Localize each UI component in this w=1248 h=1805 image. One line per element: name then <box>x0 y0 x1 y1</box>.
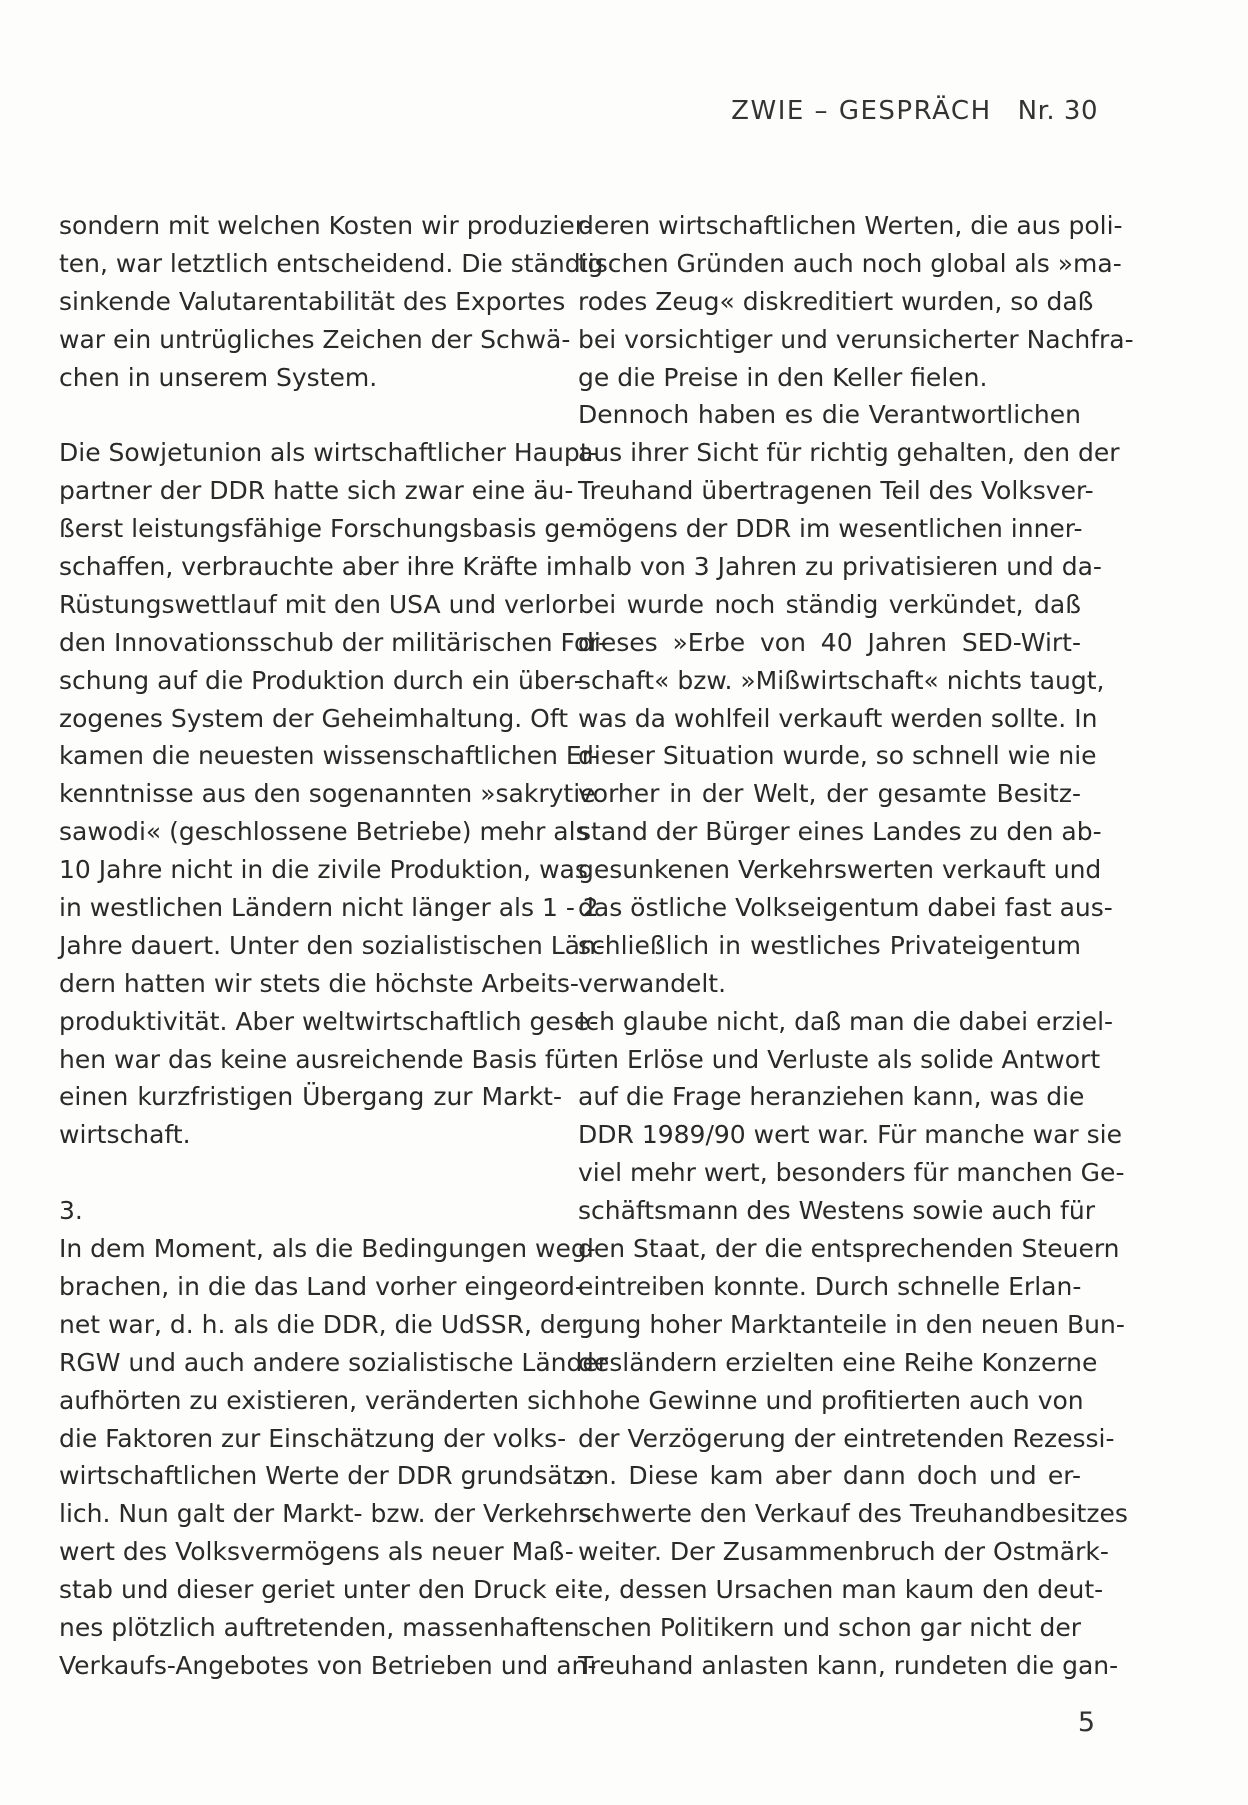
text-line: tischen Gründen auch noch global als »ma- <box>578 248 1122 278</box>
text-line: halb von 3 Jahren zu privatisieren und da- <box>578 552 1102 582</box>
text-line: gung hoher Marktanteile in den neuen Bun- <box>578 1309 1125 1339</box>
text-line: der Verzögerung der eintretenden Rezessi- <box>578 1423 1115 1453</box>
text-line: Die Sowjetunion als wirtschaftlicher Haupt- <box>59 438 599 468</box>
right-text-column <box>578 207 1134 1685</box>
text-line: weiter. Der Zusammenbruch der Ostmärk- <box>578 1537 1109 1567</box>
left-text-column <box>59 207 609 1685</box>
page-number: 5 <box>1077 1707 1095 1738</box>
text-line: wirtschaft. <box>59 1120 191 1150</box>
text-line: on. Diese kam aber dann doch und er- <box>578 1461 1081 1491</box>
text-line: auf die Frage heranziehen kann, was die <box>578 1082 1085 1112</box>
text-line: was da wohlfeil verkauft werden sollte. In <box>578 703 1098 733</box>
text-line: die Faktoren zur Einschätzung der volks- <box>59 1423 567 1453</box>
text-line: das östliche Volkseigentum dabei fast aus- <box>578 893 1113 923</box>
text-line: bei vorsichtiger und verunsicherter Nachfra- <box>578 324 1134 354</box>
text-line: 3. <box>59 1196 83 1226</box>
text-line: schwerte den Verkauf des Treuhandbesitzes <box>578 1499 1128 1529</box>
header-title: ZWIE – GESPRÄCH <box>731 96 992 126</box>
text-line: Rüstungswettlauf mit den USA und verlor <box>59 589 578 619</box>
text-line: gesunkenen Verkehrswerten verkauft und <box>578 855 1102 885</box>
text-line: wert des Volksvermögens als neuer Maß- <box>59 1537 574 1567</box>
text-line: bei wurde noch ständig verkündet, daß <box>578 589 1081 619</box>
text-line: ten, war letztlich entscheidend. Die ständig <box>59 248 604 278</box>
text-line: nes plötzlich auftretenden, massenhaften <box>59 1612 580 1642</box>
text-line: schung auf die Produktion durch ein über- <box>59 665 583 695</box>
text-line: schaffen, verbrauchte aber ihre Kräfte im <box>59 552 578 582</box>
text-line: net war, d. h. als die DDR, die UdSSR, der <box>59 1309 582 1339</box>
text-line: ge die Preise in den Keller fielen. <box>578 362 988 392</box>
text-line: dieses »Erbe von 40 Jahren SED-Wirt- <box>578 627 1081 657</box>
text-line: ßerst leistungsfähige Forschungsbasis ge- <box>59 514 585 544</box>
text-line: aus ihrer Sicht für richtig gehalten, den der <box>578 438 1120 468</box>
text-line: Verkaufs-Angebotes von Betrieben und an- <box>59 1650 597 1680</box>
text-line: zogenes System der Geheimhaltung. Oft <box>59 703 568 733</box>
text-line: schaft« bzw. »Mißwirtschaft« nichts taugt, <box>578 665 1105 695</box>
text-line: sondern mit welchen Kosten wir produzier- <box>59 211 593 240</box>
text-line: 10 Jahre nicht in die zivile Produktion, was <box>59 855 588 885</box>
text-line: mögens der DDR im wesentlichen inner- <box>578 514 1083 544</box>
text-line: lich. Nun galt der Markt- bzw. der Verkehrs- <box>59 1499 601 1529</box>
text-line: in westlichen Ländern nicht länger als 1 - 2 <box>59 893 599 923</box>
text-line: vorher in der Welt, der gesamte Besitz- <box>578 779 1081 809</box>
text-line: deren wirtschaftlichen Werten, die aus poli- <box>578 211 1123 240</box>
text-line: te, dessen Ursachen man kaum den deut- <box>578 1575 1104 1605</box>
text-line: wirtschaftlichen Werte der DDR grundsätz- <box>59 1461 595 1491</box>
text-line: ten Erlöse und Verluste als solide Antwort <box>578 1044 1101 1074</box>
text-line: rodes Zeug« diskreditiert wurden, so daß <box>578 286 1094 316</box>
text-line: brachen, in die das Land vorher eingeord- <box>59 1271 584 1301</box>
paragraph-gap <box>59 1154 562 1192</box>
text-line: dieser Situation wurde, so schnell wie nie <box>578 741 1097 771</box>
text-line: war ein untrügliches Zeichen der Schwä- <box>59 324 571 354</box>
header-issue-number: Nr. 30 <box>1017 96 1098 126</box>
text-line: viel mehr wert, besonders für manchen Ge- <box>578 1158 1125 1188</box>
text-line: RGW und auch andere sozialistische Länder <box>59 1347 609 1377</box>
text-line: den Innovationsschub der militärischen For- <box>59 627 607 657</box>
text-line: dern hatten wir stets die höchste Arbeits- <box>59 968 579 998</box>
text-line: Treuhand übertragenen Teil des Volksver- <box>578 476 1094 506</box>
text-line: In dem Moment, als die Bedingungen weg- <box>59 1234 596 1264</box>
text-line: stand der Bürger eines Landes zu den ab- <box>578 817 1102 847</box>
text-line: schen Politikern und schon gar nicht der <box>578 1612 1081 1642</box>
text-line: Treuhand anlasten kann, rundeten die gan- <box>578 1650 1119 1680</box>
running-header <box>731 96 1098 126</box>
paragraph-gap <box>59 396 562 434</box>
text-line: kenntnisse aus den sogenannten »sakrytie <box>59 779 596 809</box>
text-line: DDR 1989/90 wert war. Für manche war sie <box>578 1120 1122 1150</box>
text-line: sawodi« (geschlossene Betriebe) mehr als <box>59 817 589 847</box>
text-line: Ich glaube nicht, daß man die dabei erziel- <box>578 1006 1114 1036</box>
text-line: einen kurzfristigen Übergang zur Markt- <box>59 1082 562 1112</box>
text-line: partner der DDR hatte sich zwar eine äu- <box>59 476 574 506</box>
text-line: aufhörten zu existieren, veränderten sich <box>59 1385 577 1415</box>
text-line: hen war das keine ausreichende Basis für <box>59 1044 580 1074</box>
text-line: produktivität. Aber weltwirtschaftlich gese- <box>59 1006 599 1036</box>
text-line: desländern erzielten eine Reihe Konzerne <box>578 1347 1098 1377</box>
text-line: eintreiben konnte. Durch schnelle Erlan- <box>578 1271 1082 1301</box>
text-line: kamen die neuesten wissenschaftlichen Er- <box>59 741 600 771</box>
text-line: sinkende Valutarentabilität des Exportes <box>59 286 566 316</box>
text-line: chen in unserem System. <box>59 362 378 392</box>
text-line: stab und dieser geriet unter den Druck ei- <box>59 1575 586 1605</box>
text-line: Jahre dauert. Unter den sozialistischen Län- <box>59 930 605 960</box>
text-line: hohe Gewinne und profitierten auch von <box>578 1385 1084 1415</box>
text-line: Dennoch haben es die Verantwortlichen <box>578 400 1081 430</box>
text-line: den Staat, der die entsprechenden Steuern <box>578 1234 1120 1264</box>
text-line: schäftsmann des Westens sowie auch für <box>578 1196 1095 1226</box>
text-line: schließlich in westliches Privateigentum <box>578 930 1081 960</box>
text-line: verwandelt. <box>578 968 727 998</box>
